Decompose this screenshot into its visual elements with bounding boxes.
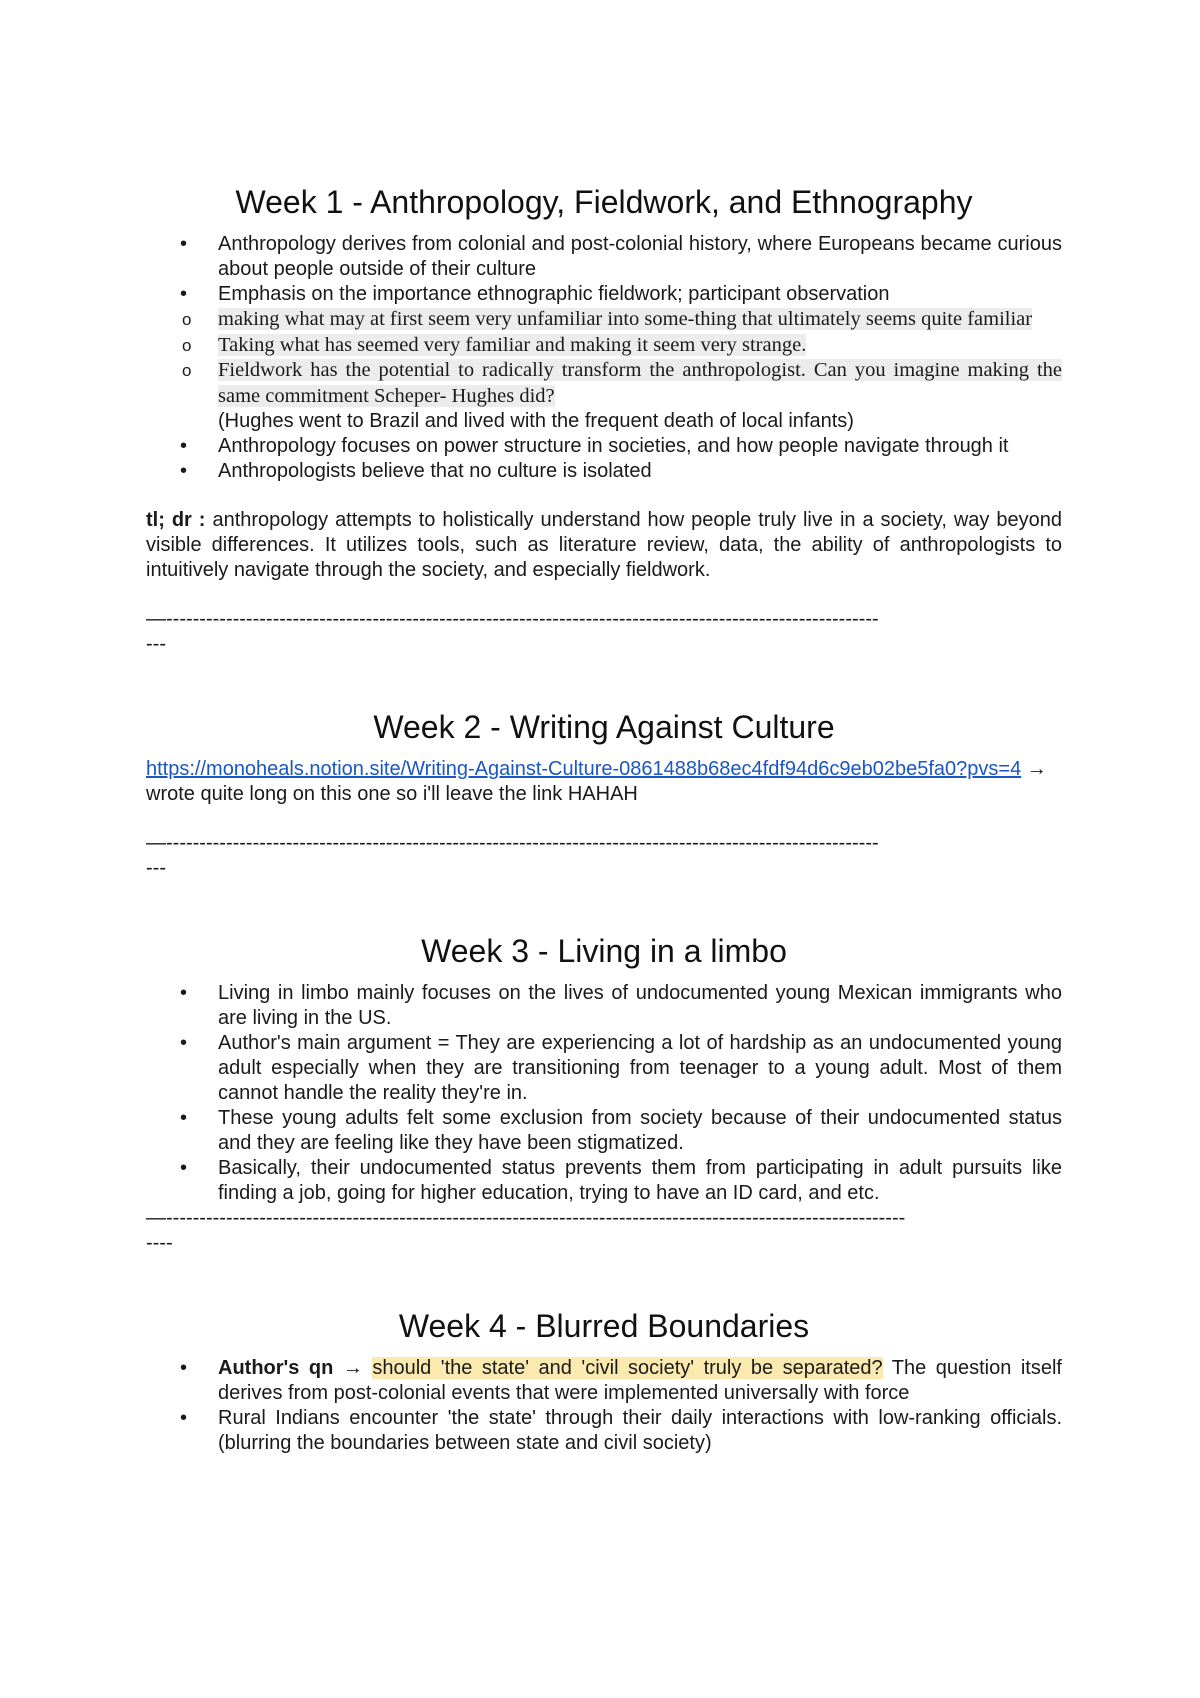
document-content [146,182,1062,1456]
week3-heading: Week 3 - Living in a limbo [421,933,787,969]
list-item: • Anthropologists believe that no culture is isolated [146,459,1062,484]
highlighted-question: should 'the state' and 'civil society' truly be separated? [372,1357,883,1379]
sub-bullet-marker: o [182,361,192,380]
list-item: • Author's main argument = They are experiencing a lot of hardship as an undocumented young adult especially when they are transitioning from teenager to a young adult. Most of them cannot handle the reality they're in. [146,1031,1062,1106]
author-question-label: Author's qn [218,1357,334,1379]
sub-list-item [182,307,1062,333]
list-item: • Basically, their undocumented status prevents them from participating in adult pursuits like finding a job, going for higher education, trying to have an ID card, and etc. [146,1156,1062,1206]
tldr-paragraph [146,508,1062,583]
week2-paragraph [146,757,1062,807]
week3-bullet-list [146,981,1062,1206]
list-item: • These young adults felt some exclusion from society because of their undocumented status and they are feeling like they have been stigmatized. [146,1106,1062,1156]
section-divider: —----------------------------------------------------------------------------------------------------------- [146,608,879,630]
tldr-text: anthropology attempts to holistically understand how people truly live in a society, way beyond visible differences. It utilizes tools, such as literature review, data, the ability of anthropologists to intuitively navigate through the society, and especially fieldwork. [146,509,1062,581]
list-item [146,1356,1062,1406]
notion-link[interactable]: https://monoheals.notion.site/Writing-Against-Culture-0861488b68ec4fdf94d6c9eb02be5fa0?pvs=4 [146,758,1022,780]
sub-item-text: Fieldwork has the potential to radically transform the anthropologist. Can you imagine making the same commitment Scheper- Hughes did? [218,359,1062,407]
sub-item-text: making what may at first seem very unfamiliar into some-thing that ultimately seems quite familiar [218,308,1033,330]
section-divider-tail: --- [146,633,166,655]
week4-bullet-list [146,1356,1062,1456]
list-item: • Anthropology derives from colonial and post-colonial history, where Europeans became curious about people outside of their culture [146,232,1062,282]
list-item [146,282,1062,434]
list-item: • Anthropology focuses on power structure in societies, and how people navigate through it [146,434,1062,459]
section-divider: —----------------------------------------------------------------------------------------------------------- [146,832,879,854]
sub-list-item [182,333,1062,359]
week2-link-note: → wrote quite long on this one so i'll leave the link HAHAH [146,758,1047,805]
list-item: • Rural Indians encounter 'the state' through their daily interactions with low-ranking officials. (blurring the boundaries between state and civil society) [146,1406,1062,1456]
sub-bullet-marker: o [182,310,192,329]
week2-heading: Week 2 - Writing Against Culture [373,709,835,745]
week1-bullet-list [146,232,1062,484]
section-divider-tail: --- [146,857,166,879]
sub-bullet-marker: o [182,335,192,355]
tldr-label: tl; dr : [146,509,206,531]
list-item-text: The question itself derives from post-colonial events that were implemented universally with force [218,1357,1062,1404]
week1-sub-list [182,307,1062,434]
sub-list-item [182,358,1062,434]
section-divider: —--------------------------------------------------------------------------------------------------------------- [146,1207,906,1229]
week4-heading: Week 4 - Blurred Boundaries [398,1308,810,1344]
section-divider-tail: ---- [146,1232,173,1254]
week1-heading: Week 1 - Anthropology, Fieldwork, and Ethnography [235,184,973,220]
sub-item-note: (Hughes went to Brazil and lived with the frequent death of local infants) [218,410,854,432]
list-item-text: Emphasis on the importance ethnographic fieldwork; participant observation [218,283,890,305]
arrow-text: → [333,1357,373,1379]
list-item: • Living in limbo mainly focuses on the lives of undocumented young Mexican immigrants who are living in the US. [146,981,1062,1031]
sub-item-text: Taking what has seemed very familiar and making it seem very strange. [218,333,807,356]
